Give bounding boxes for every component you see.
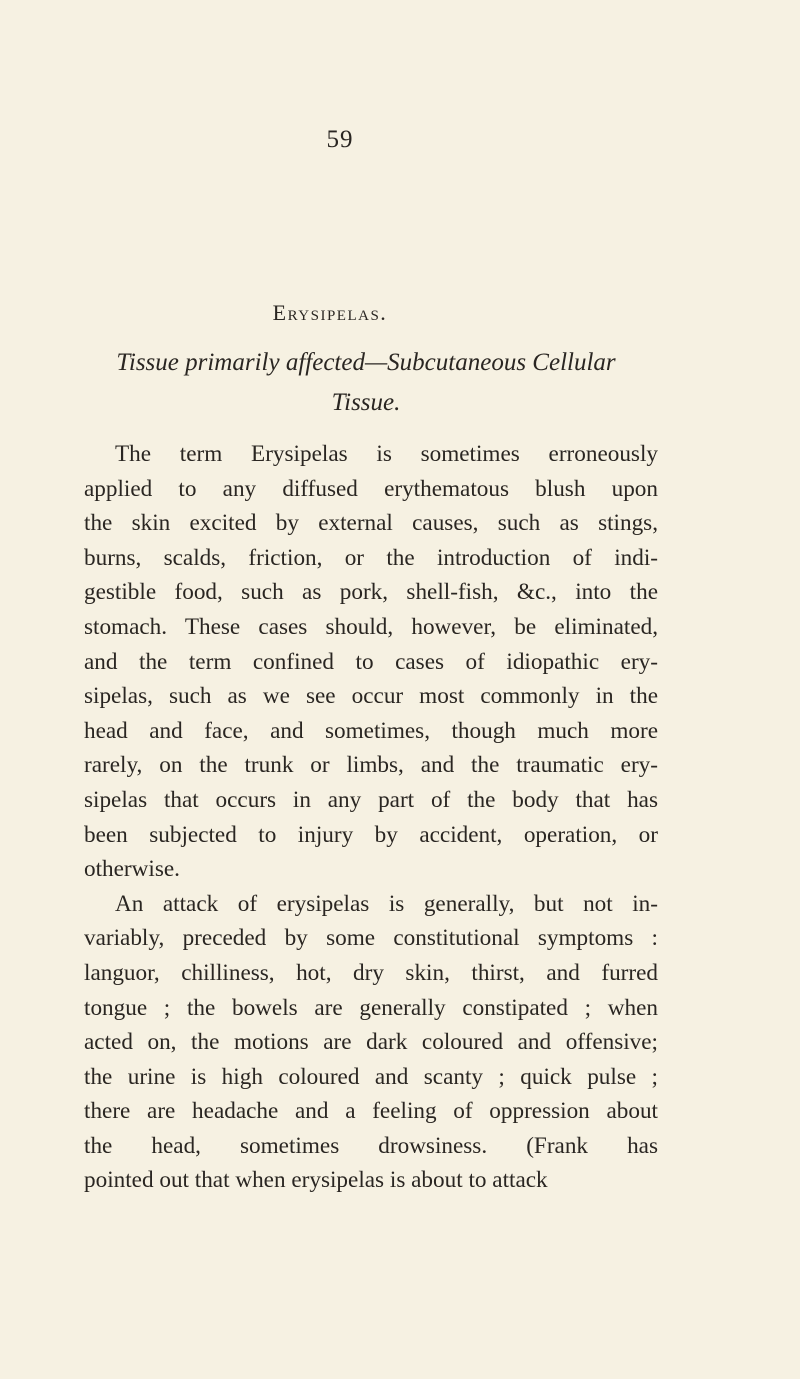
text-line: the skin excited by external causes, such as stings,	[84, 510, 658, 537]
text-line: sipelas, such as we see occur most commonly in the	[84, 683, 658, 710]
text-line: the urine is high coloured and scanty ; quick pulse ;	[84, 1063, 658, 1090]
text-line: sipelas that occurs in any part of the body that has	[84, 786, 658, 813]
text-line: stomach. These cases should, however, be eliminated,	[84, 613, 658, 640]
body-text	[84, 437, 658, 1198]
page-number: 59	[326, 126, 354, 153]
paragraph	[84, 887, 658, 1198]
section-subtitle	[86, 343, 646, 423]
text-line: variably, preceded by some constitutional symptoms :	[84, 925, 658, 952]
text-line: The term Erysipelas is sometimes erroneously	[115, 441, 658, 467]
text-line: otherwise.	[84, 856, 180, 883]
paragraph	[84, 437, 658, 887]
text-line: and the term confined to cases of idiopathic ery-	[84, 648, 658, 675]
subtitle-line: Tissue.	[331, 389, 401, 416]
text-line: gestible food, such as pork, shell-fish, &c., into the	[84, 579, 658, 606]
subtitle-line: Tissue primarily affected—Subcutaneous Cellular	[116, 349, 616, 376]
text-line: been subjected to injury by accident, operation, or	[84, 821, 658, 848]
text-line: pointed out that when erysipelas is about to attack	[84, 1167, 548, 1194]
text-line: the head, sometimes drowsiness. (Frank has	[84, 1132, 658, 1159]
text-line: applied to any diffused erythematous blush upon	[84, 475, 658, 502]
text-line: there are headache and a feeling of oppression about	[84, 1098, 658, 1125]
text-line: tongue ; the bowels are generally constipated ; when	[84, 994, 658, 1021]
text-line: burns, scalds, friction, or the introduction of indi-	[84, 544, 658, 571]
text-line: acted on, the motions are dark coloured and offensive;	[84, 1029, 658, 1056]
text-line: languor, chilliness, hot, dry skin, thirst, and furred	[84, 959, 658, 986]
chapter-title: Erysipelas.	[272, 300, 388, 325]
text-line: head and face, and sometimes, though much more	[84, 717, 658, 744]
text-line: An attack of erysipelas is generally, but not in-	[115, 890, 658, 917]
text-line: rarely, on the trunk or limbs, and the traumatic ery-	[84, 752, 658, 779]
